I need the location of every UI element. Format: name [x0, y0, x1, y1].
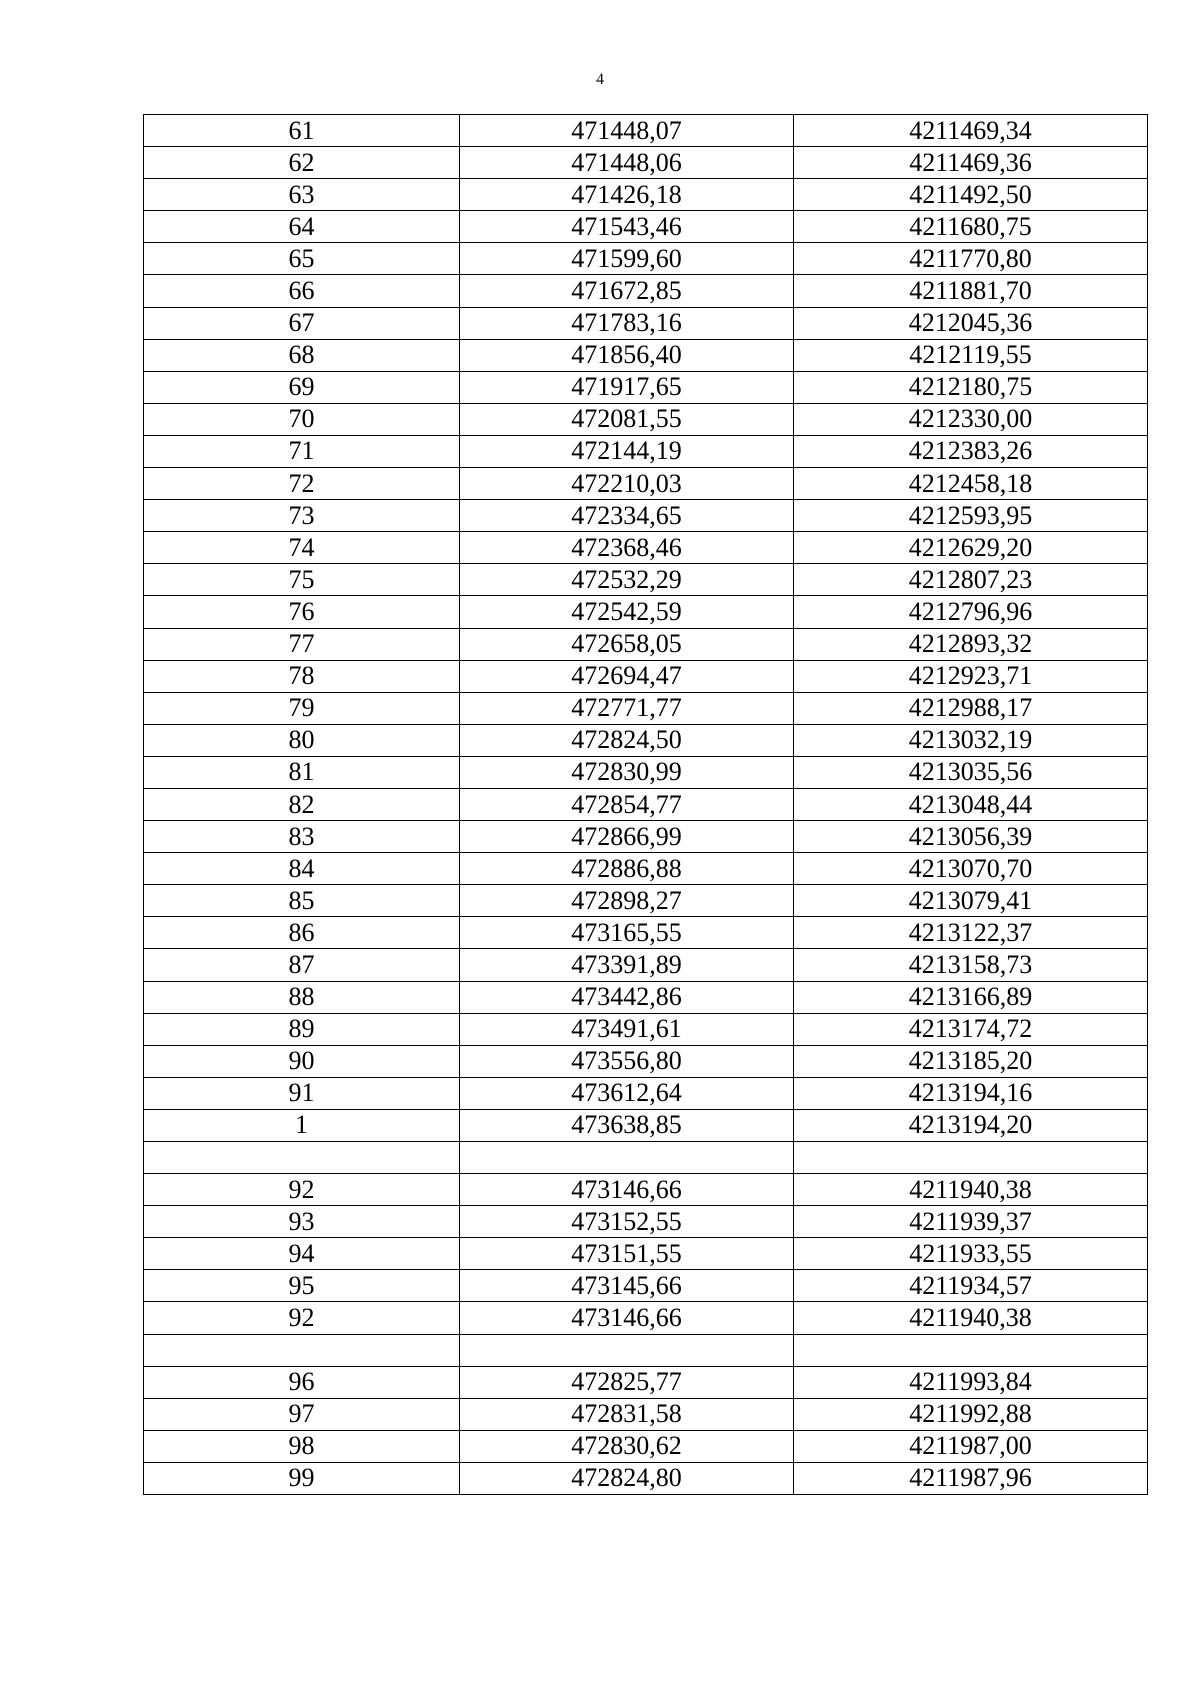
x-coordinate-cell: 471856,40 [460, 339, 794, 371]
x-coordinate-cell: 473165,55 [460, 917, 794, 949]
y-coordinate-cell: 4212807,23 [794, 564, 1148, 596]
y-coordinate-cell: 4211934,57 [794, 1270, 1148, 1302]
point-number-cell: 85 [144, 885, 460, 917]
y-coordinate-cell: 4211992,88 [794, 1398, 1148, 1430]
x-coordinate-cell: 471448,07 [460, 115, 794, 147]
table-row [144, 179, 1148, 211]
y-coordinate-cell: 4213174,72 [794, 1013, 1148, 1045]
x-coordinate-cell: 473146,66 [460, 1302, 794, 1334]
x-coordinate-cell: 471783,16 [460, 307, 794, 339]
x-coordinate-cell [460, 1142, 794, 1174]
point-number-cell: 62 [144, 147, 460, 179]
x-coordinate-cell: 472898,27 [460, 885, 794, 917]
point-number-cell: 82 [144, 788, 460, 820]
table-row [144, 821, 1148, 853]
point-number-cell: 98 [144, 1430, 460, 1462]
point-number-cell: 88 [144, 981, 460, 1013]
x-coordinate-cell: 471543,46 [460, 211, 794, 243]
point-number-cell: 68 [144, 339, 460, 371]
point-number-cell: 71 [144, 435, 460, 467]
y-coordinate-cell: 4213056,39 [794, 821, 1148, 853]
point-number-cell: 64 [144, 211, 460, 243]
table-row [144, 660, 1148, 692]
point-number-cell: 67 [144, 307, 460, 339]
table-row [144, 1142, 1148, 1174]
table-row [144, 1270, 1148, 1302]
table-row [144, 211, 1148, 243]
point-number-cell: 63 [144, 179, 460, 211]
table-row [144, 1045, 1148, 1077]
coordinates-table-body [144, 115, 1148, 1495]
table-row [144, 115, 1148, 147]
x-coordinate-cell: 473556,80 [460, 1045, 794, 1077]
point-number-cell: 66 [144, 275, 460, 307]
point-number-cell: 94 [144, 1238, 460, 1270]
point-number-cell: 61 [144, 115, 460, 147]
x-coordinate-cell: 473152,55 [460, 1206, 794, 1238]
y-coordinate-cell: 4213035,56 [794, 756, 1148, 788]
table-row [144, 853, 1148, 885]
y-coordinate-cell: 4213070,70 [794, 853, 1148, 885]
point-number-cell: 91 [144, 1077, 460, 1109]
x-coordinate-cell: 473442,86 [460, 981, 794, 1013]
x-coordinate-cell: 472334,65 [460, 500, 794, 532]
x-coordinate-cell [460, 1334, 794, 1366]
y-coordinate-cell: 4211939,37 [794, 1206, 1148, 1238]
x-coordinate-cell: 472854,77 [460, 788, 794, 820]
y-coordinate-cell: 4213032,19 [794, 724, 1148, 756]
y-coordinate-cell: 4213166,89 [794, 981, 1148, 1013]
table-row [144, 724, 1148, 756]
table-row [144, 564, 1148, 596]
point-number-cell: 92 [144, 1302, 460, 1334]
table-row [144, 756, 1148, 788]
point-number-cell: 95 [144, 1270, 460, 1302]
y-coordinate-cell: 4212330,00 [794, 403, 1148, 435]
point-number-cell [144, 1334, 460, 1366]
y-coordinate-cell: 4211492,50 [794, 179, 1148, 211]
x-coordinate-cell: 472694,47 [460, 660, 794, 692]
y-coordinate-cell: 4211469,34 [794, 115, 1148, 147]
y-coordinate-cell: 4212458,18 [794, 468, 1148, 500]
table-row [144, 788, 1148, 820]
table-row [144, 596, 1148, 628]
point-number-cell: 78 [144, 660, 460, 692]
y-coordinate-cell: 4213048,44 [794, 788, 1148, 820]
x-coordinate-cell: 472532,29 [460, 564, 794, 596]
x-coordinate-cell: 473146,66 [460, 1174, 794, 1206]
y-coordinate-cell: 4213194,20 [794, 1109, 1148, 1141]
x-coordinate-cell: 471917,65 [460, 371, 794, 403]
table-row [144, 1366, 1148, 1398]
y-coordinate-cell: 4212045,36 [794, 307, 1148, 339]
table-row [144, 1077, 1148, 1109]
y-coordinate-cell: 4213185,20 [794, 1045, 1148, 1077]
point-number-cell: 72 [144, 468, 460, 500]
table-row [144, 500, 1148, 532]
x-coordinate-cell: 473145,66 [460, 1270, 794, 1302]
y-coordinate-cell: 4211680,75 [794, 211, 1148, 243]
y-coordinate-cell: 4212893,32 [794, 628, 1148, 660]
y-coordinate-cell: 4211940,38 [794, 1174, 1148, 1206]
y-coordinate-cell: 4213194,16 [794, 1077, 1148, 1109]
y-coordinate-cell: 4211770,80 [794, 243, 1148, 275]
point-number-cell: 93 [144, 1206, 460, 1238]
y-coordinate-cell: 4211987,00 [794, 1430, 1148, 1462]
x-coordinate-cell: 472824,80 [460, 1462, 794, 1494]
point-number-cell: 87 [144, 949, 460, 981]
y-coordinate-cell: 4212629,20 [794, 532, 1148, 564]
point-number-cell: 70 [144, 403, 460, 435]
point-number-cell: 69 [144, 371, 460, 403]
x-coordinate-cell: 471599,60 [460, 243, 794, 275]
table-row [144, 1430, 1148, 1462]
point-number-cell: 77 [144, 628, 460, 660]
x-coordinate-cell: 472824,50 [460, 724, 794, 756]
table-row [144, 243, 1148, 275]
table-row [144, 1013, 1148, 1045]
table-row [144, 307, 1148, 339]
table-row [144, 1462, 1148, 1494]
x-coordinate-cell: 472210,03 [460, 468, 794, 500]
y-coordinate-cell: 4212988,17 [794, 692, 1148, 724]
x-coordinate-cell: 473638,85 [460, 1109, 794, 1141]
y-coordinate-cell: 4212923,71 [794, 660, 1148, 692]
point-number-cell: 65 [144, 243, 460, 275]
x-coordinate-cell: 472144,19 [460, 435, 794, 467]
y-coordinate-cell: 4211469,36 [794, 147, 1148, 179]
y-coordinate-cell: 4212119,55 [794, 339, 1148, 371]
x-coordinate-cell: 472658,05 [460, 628, 794, 660]
page-number: 4 [596, 71, 604, 88]
x-coordinate-cell: 473391,89 [460, 949, 794, 981]
table-row [144, 468, 1148, 500]
table-row [144, 339, 1148, 371]
point-number-cell: 92 [144, 1174, 460, 1206]
point-number-cell: 86 [144, 917, 460, 949]
table-row [144, 532, 1148, 564]
point-number-cell: 84 [144, 853, 460, 885]
y-coordinate-cell [794, 1142, 1148, 1174]
y-coordinate-cell: 4212593,95 [794, 500, 1148, 532]
y-coordinate-cell: 4212796,96 [794, 596, 1148, 628]
coordinates-table [143, 114, 1148, 1495]
x-coordinate-cell: 473151,55 [460, 1238, 794, 1270]
x-coordinate-cell: 472830,99 [460, 756, 794, 788]
point-number-cell: 90 [144, 1045, 460, 1077]
table-row [144, 275, 1148, 307]
point-number-cell: 96 [144, 1366, 460, 1398]
point-number-cell: 81 [144, 756, 460, 788]
point-number-cell: 99 [144, 1462, 460, 1494]
table-row [144, 1109, 1148, 1141]
y-coordinate-cell: 4212383,26 [794, 435, 1148, 467]
table-row [144, 949, 1148, 981]
table-row [144, 1398, 1148, 1430]
table-row [144, 981, 1148, 1013]
x-coordinate-cell: 471448,06 [460, 147, 794, 179]
table-row [144, 1206, 1148, 1238]
x-coordinate-cell: 472866,99 [460, 821, 794, 853]
x-coordinate-cell: 472368,46 [460, 532, 794, 564]
y-coordinate-cell: 4211933,55 [794, 1238, 1148, 1270]
table-row [144, 147, 1148, 179]
y-coordinate-cell [794, 1334, 1148, 1366]
x-coordinate-cell: 471426,18 [460, 179, 794, 211]
table-row [144, 403, 1148, 435]
y-coordinate-cell: 4211993,84 [794, 1366, 1148, 1398]
x-coordinate-cell: 472771,77 [460, 692, 794, 724]
point-number-cell: 73 [144, 500, 460, 532]
table-row [144, 1174, 1148, 1206]
table-row [144, 371, 1148, 403]
y-coordinate-cell: 4213122,37 [794, 917, 1148, 949]
table-row [144, 1302, 1148, 1334]
point-number-cell: 1 [144, 1109, 460, 1141]
point-number-cell: 75 [144, 564, 460, 596]
y-coordinate-cell: 4213079,41 [794, 885, 1148, 917]
table-row [144, 628, 1148, 660]
point-number-cell: 83 [144, 821, 460, 853]
point-number-cell: 97 [144, 1398, 460, 1430]
x-coordinate-cell: 472542,59 [460, 596, 794, 628]
table-row [144, 885, 1148, 917]
table-row [144, 1334, 1148, 1366]
y-coordinate-cell: 4211881,70 [794, 275, 1148, 307]
y-coordinate-cell: 4213158,73 [794, 949, 1148, 981]
table-row [144, 435, 1148, 467]
point-number-cell: 76 [144, 596, 460, 628]
x-coordinate-cell: 473491,61 [460, 1013, 794, 1045]
x-coordinate-cell: 472830,62 [460, 1430, 794, 1462]
x-coordinate-cell: 471672,85 [460, 275, 794, 307]
table-row [144, 1238, 1148, 1270]
x-coordinate-cell: 472825,77 [460, 1366, 794, 1398]
point-number-cell [144, 1142, 460, 1174]
point-number-cell: 80 [144, 724, 460, 756]
point-number-cell: 74 [144, 532, 460, 564]
y-coordinate-cell: 4212180,75 [794, 371, 1148, 403]
point-number-cell: 89 [144, 1013, 460, 1045]
x-coordinate-cell: 472081,55 [460, 403, 794, 435]
y-coordinate-cell: 4211940,38 [794, 1302, 1148, 1334]
table-row [144, 692, 1148, 724]
table-row [144, 917, 1148, 949]
x-coordinate-cell: 472886,88 [460, 853, 794, 885]
y-coordinate-cell: 4211987,96 [794, 1462, 1148, 1494]
point-number-cell: 79 [144, 692, 460, 724]
x-coordinate-cell: 472831,58 [460, 1398, 794, 1430]
x-coordinate-cell: 473612,64 [460, 1077, 794, 1109]
